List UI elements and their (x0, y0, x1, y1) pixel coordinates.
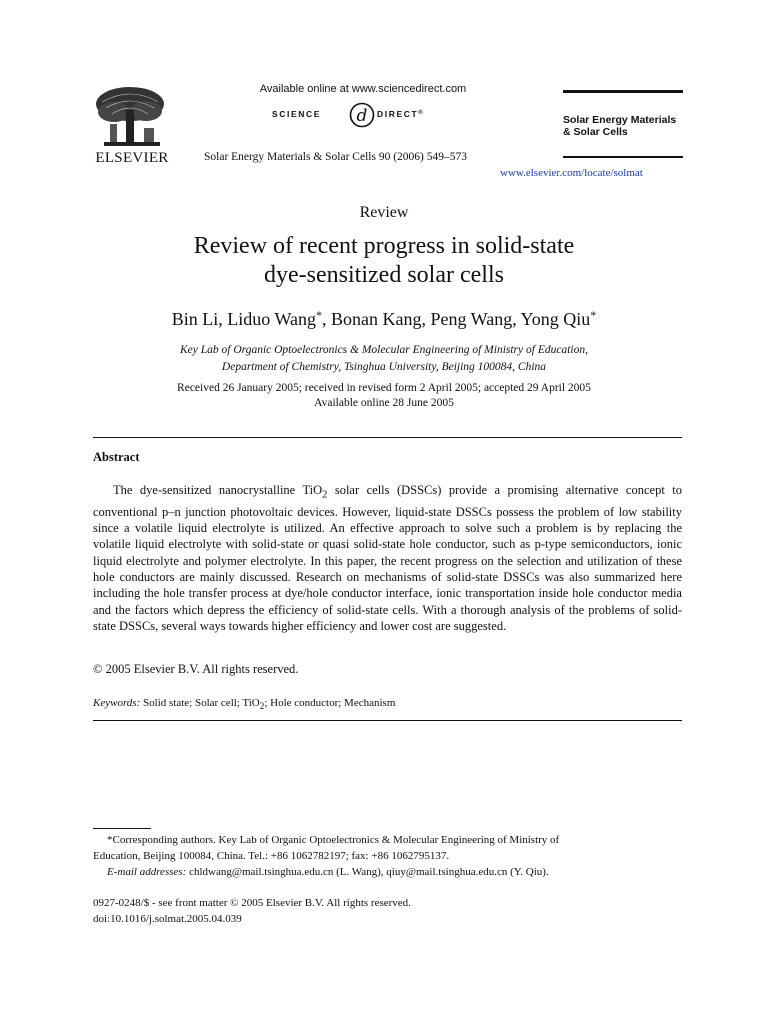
paper-title-line-1: Review of recent progress in solid-state (193, 233, 575, 259)
svg-text:d: d (356, 106, 368, 126)
footnote-line-1: *Corresponding authors. Key Lab of Organic Optoelectronics & Molecular Engineering of Ministry of (107, 834, 560, 846)
footnote-rule (93, 828, 151, 829)
affiliation-line-2: Department of Chemistry, Tsinghua University, Beijing 100084, China (221, 361, 547, 373)
sciencedirect-right-word: DIRECT (377, 109, 419, 119)
abstract-top-rule (93, 437, 682, 438)
abstract-text-1: The dye-sensitized nanocrystalline TiO (113, 483, 323, 497)
journal-title-line-1: Solar Energy Materials (563, 114, 677, 126)
received-dates (0, 381, 768, 411)
sciencedirect-logo (272, 102, 452, 130)
journal-citation: Solar Energy Materials & Solar Cells 90 (2006) 549–573 (204, 151, 467, 163)
sciencedirect-at-icon (349, 102, 375, 128)
abstract-subscript: 2 (322, 489, 328, 501)
footnote (93, 832, 682, 880)
keywords (93, 697, 682, 711)
paper-title (84, 232, 684, 290)
affiliation (0, 342, 768, 376)
keywords-text-2: ; Hole conductor; Mechanism (264, 697, 396, 709)
author-3-5: , Bonan Kang, Peng Wang, Yong Qiu (322, 309, 591, 329)
sciencedirect-left-text: SCIENCE (272, 109, 321, 119)
paper-title-line-2: dye-sensitized solar cells (264, 262, 504, 288)
keywords-text-1: Solid state; Solar cell; TiO (140, 697, 260, 709)
corresponding-mark-2[interactable]: * (590, 308, 597, 322)
journal-title-line-2: & Solar Cells (563, 126, 628, 138)
doi[interactable]: doi:10.1016/j.solmat.2005.04.039 (93, 913, 242, 925)
corresponding-mark-1[interactable]: * (316, 308, 322, 322)
abstract-text-2: solar cells (DSSCs) provide a promising alternative concept to conventional p–n junction photovoltaic devices. However, liquid-state DSSCs possess the problem of low stability since a volatile liquid electrolyte is utilized. An effective approach to solve such a problem is by replacing the volatile liquid electrolyte with solid-state or quasi solid-state hole conductor, such as p-type semiconductors, ionic liquid electrolyte and polymer electrolyte. In this paper, the recent progress on the selection and utilization of these hole conductors are mainly discussed. Research on mechanisms of solid-state DSSCs was also summarized here including the hole transfer process at dye/hole conductor interface, ionic transportation inside hole conductor media and the factors which depress the efficiency of solid-state cells. With a thorough analysis of the problems of solid-state DSSCs, several ways towards higher efficiency and lower cost are suggested. (93, 483, 682, 633)
journal-rule-top (563, 90, 683, 93)
author-list (0, 308, 768, 330)
email-addresses[interactable]: chldwang@mail.tsinghua.edu.cn (L. Wang), qiuy@mail.tsinghua.edu.cn (Y. Qiu). (186, 866, 549, 878)
footnote-line-2: Education, Beijing 100084, China. Tel.: +86 1062782197; fax: +86 1062795137. (93, 850, 450, 862)
received-line-2: Available online 28 June 2005 (314, 397, 454, 409)
email-line (93, 864, 682, 880)
author-2: Liduo Wang (227, 309, 316, 329)
abstract-heading: Abstract (93, 450, 140, 464)
publisher-name: ELSEVIER (95, 150, 169, 166)
elsevier-tree-logo (92, 84, 168, 154)
received-line-1: Received 26 January 2005; received in revised form 2 April 2005; accepted 29 April 2005 (177, 382, 591, 394)
front-matter-line-1: 0927-0248/$ - see front matter © 2005 Elsevier B.V. All rights reserved. (93, 897, 411, 909)
keywords-label: Keywords: (93, 697, 141, 709)
section-label: Review (359, 204, 409, 221)
journal-title (563, 114, 676, 138)
journal-rule-bottom (563, 156, 683, 158)
affiliation-line-1: Key Lab of Organic Optoelectronics & Molecular Engineering of Ministry of Education, (180, 344, 588, 356)
author-1: Bin Li, (171, 309, 228, 329)
journal-url-link[interactable]: www.elsevier.com/locate/solmat (500, 167, 643, 179)
email-label: E-mail addresses: (107, 866, 187, 878)
abstract-copyright: © 2005 Elsevier B.V. All rights reserved. (93, 662, 299, 676)
available-online-text: Available online at www.sciencedirect.com (259, 83, 467, 95)
abstract-bottom-rule (93, 720, 682, 721)
abstract-body (93, 482, 682, 634)
keywords-subscript: 2 (259, 701, 265, 712)
sciencedirect-right-text (377, 109, 424, 119)
registered-mark: ® (418, 110, 425, 116)
front-matter (93, 895, 682, 927)
